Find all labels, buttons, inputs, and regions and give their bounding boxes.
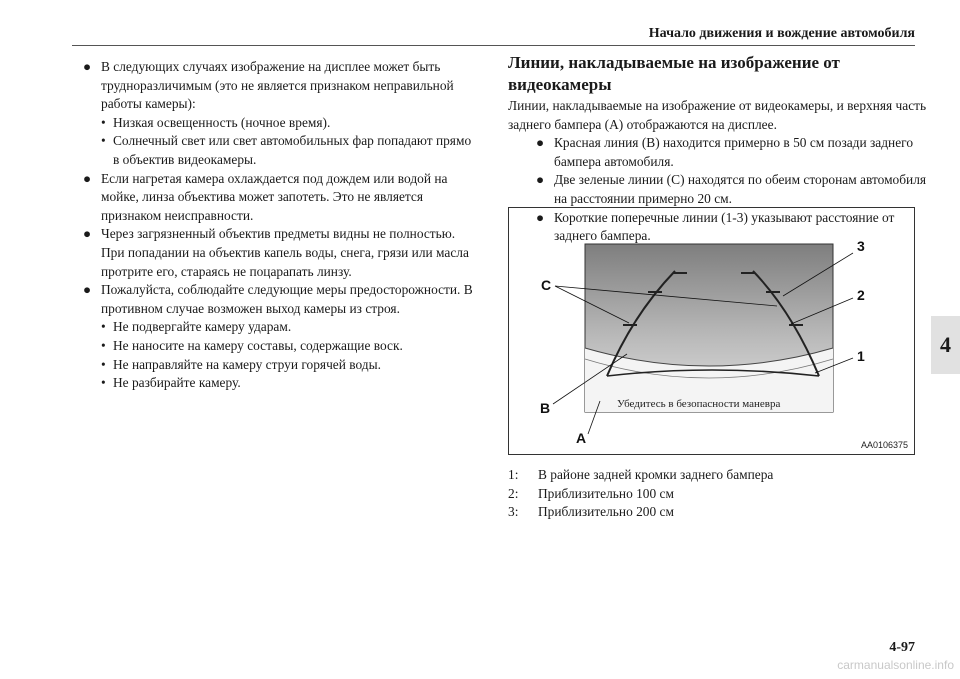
bullet-text: Короткие поперечные линии (1-3) указывают расстояние от заднего бампера. bbox=[554, 209, 895, 244]
bullet-text: Две зеленые линии (C) находятся по обеим сторонам автомобиля на расстоянии примерно 20 см. bbox=[554, 172, 927, 206]
page-number: 4-97 bbox=[889, 640, 915, 655]
page-header-title: Начало движения и вождение автомобиля bbox=[648, 26, 915, 41]
bullet-dot-icon: ● bbox=[83, 282, 92, 298]
bullet-item bbox=[83, 225, 478, 281]
legend-text: В районе задней кромки заднего бампера bbox=[538, 467, 774, 482]
bullet-item bbox=[508, 171, 928, 208]
sub-text: Не подвергайте камеру ударам. bbox=[113, 319, 292, 335]
bullet-item bbox=[83, 281, 478, 318]
bullet-dot-icon: ● bbox=[83, 59, 92, 74]
legend-number: 1: bbox=[508, 467, 519, 482]
bullet-dot-icon: ● bbox=[83, 170, 92, 186]
left-column bbox=[83, 58, 478, 393]
sub-text: Не разбирайте камеру. bbox=[113, 375, 241, 391]
sub-bullet-icon: • bbox=[101, 114, 106, 130]
sub-text: Солнечный свет или свет автомобильных фар попадают прямо в объектив видеокамеры. bbox=[113, 133, 472, 167]
bullet-text: Если нагретая камера охлаждается под дождем или водой на мойке, линза объектива может запотеть. Это не является признаком неисправности. bbox=[101, 170, 448, 223]
legend-item bbox=[508, 485, 773, 504]
screen-warning-message: Убедитесь в безопасности маневра bbox=[617, 398, 781, 410]
chapter-tab: 4 bbox=[931, 316, 960, 374]
section-intro: Линии, накладываемые на изображение от видеокамеры, и верхняя часть заднего бампера (A) отображаются на дисплее. bbox=[508, 98, 927, 132]
sub-bullet-icon: • bbox=[101, 319, 106, 335]
bullet-text: В следующих случаях изображение на дисплее может быть трудноразличимым (это не является признаком неправильной работы камеры): bbox=[101, 59, 454, 112]
legend-number: 2: bbox=[508, 485, 519, 501]
sub-text: Не направляйте на камеру струи горячей воды. bbox=[113, 356, 381, 372]
label-3: 3 bbox=[857, 238, 865, 254]
sub-item bbox=[83, 374, 478, 393]
sub-bullet-icon: • bbox=[101, 133, 106, 149]
diagram-legend bbox=[508, 466, 773, 522]
legend-item bbox=[508, 503, 773, 522]
bullet-dot-icon: ● bbox=[536, 172, 545, 188]
header-rule bbox=[72, 45, 915, 46]
legend-text: Приблизительно 100 см bbox=[538, 485, 674, 501]
bullet-text: Красная линия (B) находится примерно в 50 см позади заднего бампера автомобиля. bbox=[554, 135, 914, 169]
sub-item bbox=[83, 356, 478, 375]
sub-bullet-icon: • bbox=[101, 337, 106, 353]
label-a: A bbox=[576, 430, 587, 446]
figure-code: AA0106375 bbox=[861, 440, 909, 450]
sub-bullet-icon: • bbox=[101, 375, 106, 391]
label-b: B bbox=[540, 400, 551, 416]
label-c: C bbox=[541, 277, 552, 293]
sub-bullet-icon: • bbox=[101, 356, 106, 372]
label-1: 1 bbox=[857, 348, 865, 364]
label-2: 2 bbox=[857, 287, 865, 303]
bullet-item bbox=[83, 58, 478, 114]
section-title: Линии, накладываемые на изображение от видеокамеры bbox=[508, 53, 840, 94]
bullet-text: Пожалуйста, соблюдайте следующие меры предосторожности. В противном случае возможен выход камеры из строя. bbox=[101, 282, 473, 316]
legend-text: Приблизительно 200 см bbox=[538, 504, 674, 520]
sub-text: Не наносите на камеру составы, содержащие воск. bbox=[113, 337, 403, 353]
sub-item bbox=[83, 114, 478, 133]
camera-guide-diagram bbox=[508, 207, 915, 455]
bullet-dot-icon: ● bbox=[83, 226, 92, 242]
sub-item bbox=[83, 132, 478, 169]
bullet-item bbox=[508, 134, 928, 171]
bullet-dot-icon: ● bbox=[536, 135, 545, 151]
bullet-text: Через загрязненный объектив предметы видны не полностью. При попадании на объектив капель воды, снега, грязи или масла протрите его, стараясь не поцарапать линзу. bbox=[101, 226, 469, 279]
sub-item bbox=[83, 337, 478, 356]
sub-item bbox=[83, 318, 478, 337]
watermark: carmanualsonline.info bbox=[837, 658, 954, 672]
bullet-item bbox=[83, 170, 478, 226]
sub-text: Низкая освещенность (ночное время). bbox=[113, 114, 331, 130]
legend-item bbox=[508, 466, 773, 485]
bullet-dot-icon: ● bbox=[536, 209, 545, 225]
legend-number: 3: bbox=[508, 504, 519, 520]
